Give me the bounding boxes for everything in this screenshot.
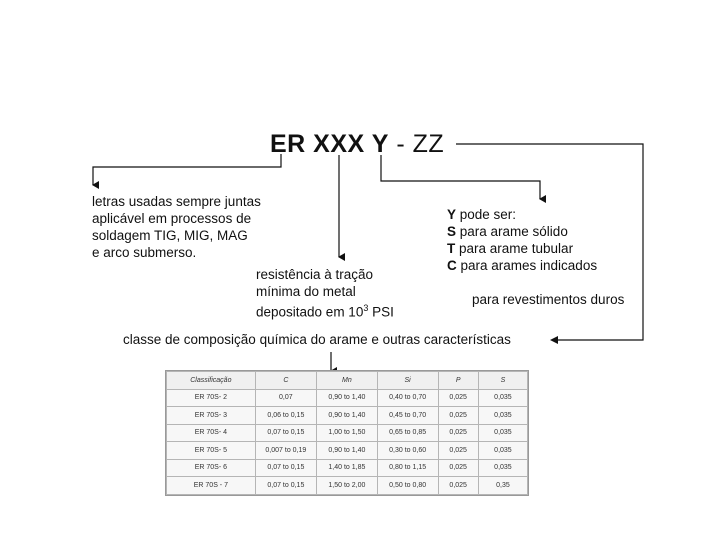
table-cell: 0,35 xyxy=(478,477,527,495)
letters-line-1: letras usadas sempre juntas xyxy=(92,194,261,209)
table-row xyxy=(167,442,528,460)
code-main: ER XXX Y xyxy=(270,130,389,158)
table-row xyxy=(167,407,528,425)
letters-line-2: aplicável em processos de xyxy=(92,211,252,226)
header-cell: Si xyxy=(377,372,438,390)
table-cell: 0,035 xyxy=(478,442,527,460)
table-cell: 0,025 xyxy=(438,459,478,477)
y-description xyxy=(447,206,677,274)
y-option-c xyxy=(447,257,677,274)
strength-line-2: mínima do metal xyxy=(256,284,356,299)
y-option-c-continuation: para revestimentos duros xyxy=(472,292,625,307)
table-cell: ER 70S- 2 xyxy=(167,389,256,407)
letters-line-4: e arco submerso. xyxy=(92,245,197,260)
table-row xyxy=(167,389,528,407)
header-cell: Classificação xyxy=(167,372,256,390)
y-option-t xyxy=(447,240,677,257)
table-cell: 0,90 to 1,40 xyxy=(316,442,377,460)
strength-line-1: resistência à tração xyxy=(256,267,374,282)
table-cell: 0,40 to 0,70 xyxy=(377,389,438,407)
strength-description xyxy=(256,266,456,321)
table-cell: 0,30 to 0,60 xyxy=(377,442,438,460)
table-cell: 0,45 to 0,70 xyxy=(377,407,438,425)
strength-exponent: 3 xyxy=(363,303,369,313)
table-row xyxy=(167,477,528,495)
y-option-s xyxy=(447,223,677,240)
table-cell: ER 70S- 4 xyxy=(167,424,256,442)
table-cell: 0,025 xyxy=(438,477,478,495)
y-option-text: para arame sólido xyxy=(456,224,568,239)
table-cell: 0,035 xyxy=(478,389,527,407)
table-cell: 0,06 to 0,15 xyxy=(255,407,316,425)
table-cell: 0,035 xyxy=(478,407,527,425)
table-body xyxy=(167,389,528,494)
table-cell: 0,50 to 0,80 xyxy=(377,477,438,495)
code-suffix: - ZZ xyxy=(388,130,445,158)
table-cell: 0,035 xyxy=(478,459,527,477)
table-cell: 0,025 xyxy=(438,407,478,425)
header-cell: C xyxy=(255,372,316,390)
letters-line-3: soldagem TIG, MIG, MAG xyxy=(92,228,248,243)
table-cell: ER 70S- 3 xyxy=(167,407,256,425)
strength-line-3-text: depositado em 10 xyxy=(256,304,364,320)
composition-table xyxy=(166,371,528,495)
table-cell: 0,65 to 0,85 xyxy=(377,424,438,442)
table-cell: 0,007 to 0,19 xyxy=(255,442,316,460)
table-cell: 0,90 to 1,40 xyxy=(316,407,377,425)
strength-unit: PSI xyxy=(368,304,394,320)
table-cell: 0,025 xyxy=(438,424,478,442)
header-cell: Mn xyxy=(316,372,377,390)
table-cell: 1,50 to 2,00 xyxy=(316,477,377,495)
table-cell: 0,025 xyxy=(438,389,478,407)
y-option-key: T xyxy=(447,241,456,256)
y-option-text: para arames indicados xyxy=(456,258,598,273)
table-cell: 0,07 xyxy=(255,389,316,407)
y-key: Y xyxy=(447,207,457,222)
electrode-code xyxy=(270,130,444,159)
strength-line-3 xyxy=(256,300,456,321)
header-cell: S xyxy=(478,372,527,390)
table-cell: 0,90 to 1,40 xyxy=(316,389,377,407)
table-cell: ER 70S - 7 xyxy=(167,477,256,495)
table-row xyxy=(167,424,528,442)
y-option-text: para arame tubular xyxy=(455,241,574,256)
table-cell: 0,07 to 0,15 xyxy=(255,477,316,495)
table-cell: 0,035 xyxy=(478,424,527,442)
table-cell: 0,025 xyxy=(438,442,478,460)
table-cell: 0,80 to 1,15 xyxy=(377,459,438,477)
table-row xyxy=(167,459,528,477)
table-cell: 1,40 to 1,85 xyxy=(316,459,377,477)
letters-description xyxy=(92,193,292,261)
table-cell: 1,00 to 1,50 xyxy=(316,424,377,442)
classe-description: classe de composição química do arame e outras características xyxy=(123,332,511,347)
table-header-row xyxy=(167,372,528,390)
y-option-key: S xyxy=(447,224,457,239)
arrow-y xyxy=(381,155,540,199)
y-option-key: C xyxy=(447,258,457,273)
arrow-er xyxy=(93,154,281,185)
table-cell: 0,07 to 0,15 xyxy=(255,459,316,477)
y-title-text: pode ser: xyxy=(456,207,517,222)
y-title xyxy=(447,206,677,223)
header-cell: P xyxy=(438,372,478,390)
table-cell: ER 70S- 6 xyxy=(167,459,256,477)
table-cell: ER 70S- 5 xyxy=(167,442,256,460)
table-cell: 0,07 to 0,15 xyxy=(255,424,316,442)
